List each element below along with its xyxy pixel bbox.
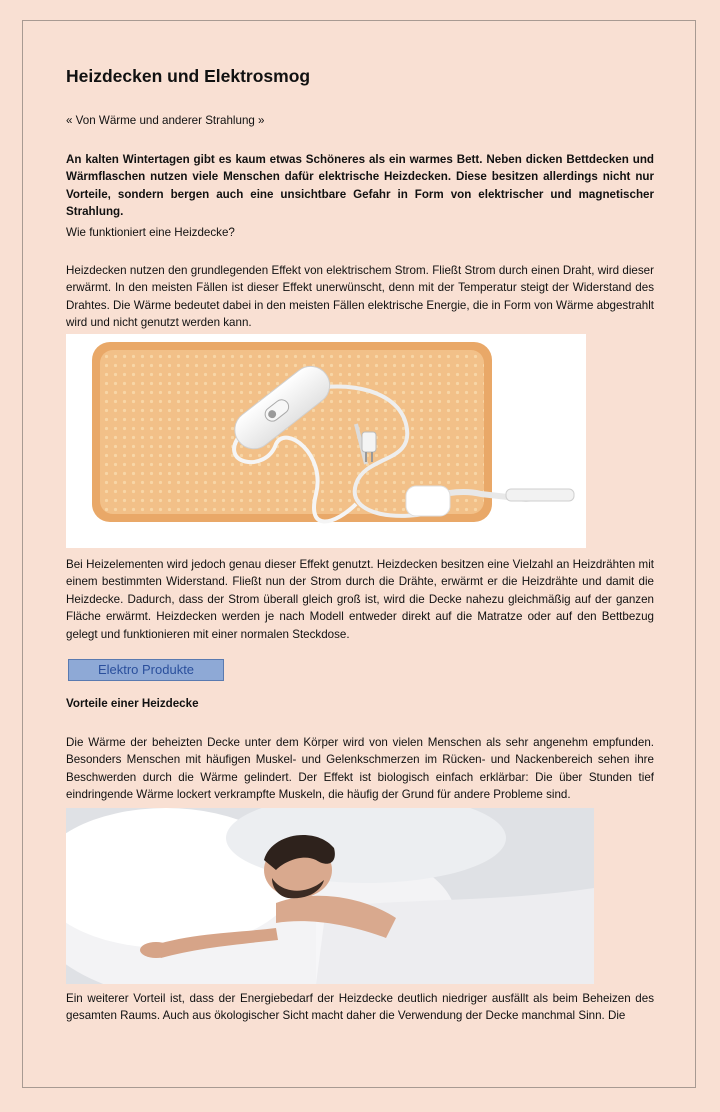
sleeping-man-image: [66, 808, 594, 984]
paragraph-energy: Ein weiterer Vorteil ist, dass der Energiebedarf der Heizdecke deutlich niedriger ausfällt als beim Beheizen des gesamten Raums. Auch aus ökologischer Sicht macht daher die Verwendung der Decke manchmal Sinn. Die: [66, 992, 654, 1023]
section-heading: Vorteile einer Heizdecke: [66, 697, 199, 710]
sleeping-man-illustration: [66, 808, 594, 984]
paragraph-advantages: Die Wärme der beheizten Decke unter dem Körper wird von vielen Menschen als sehr angenehm empfunden. Besonders Menschen mit häufigen Muskel- und Gelenkschmerzen im Rücken- und Nackenbereich sehen ihre Beschwerden durch die Wärme gelindert. Der Effekt ist biologisch einfach erklärbar: Die über Stunden tief eindringende Wärme lockert verkrampfte Muskeln, die häufig der Grund für andere Probleme sind.: [66, 736, 654, 802]
paragraph-how-it-works: Heizdecken nutzen den grundlegenden Effekt von elektrischem Strom. Fließt Strom durch einen Draht, wird dieser erwärmt. In den meisten Fällen ist dieser Effekt unerwünscht, denn mit der Temperatur steigt der Widerstand des Drahtes. Die Wärme bedeutet dabei in den meisten Fällen elektrische Energie, die in Form von Wärme abgestrahlt wird und nicht genutzt werden kann.: [66, 264, 654, 330]
subtitle: « Von Wärme und anderer Strahlung »: [66, 114, 265, 127]
heating-pad-illustration: [66, 334, 586, 548]
section-question: Wie funktioniert eine Heizdecke?: [66, 226, 235, 239]
elektro-produkte-button[interactable]: Elektro Produkte: [68, 659, 224, 681]
paragraph-heating-elements: Bei Heizelementen wird jedoch genau dieser Effekt genutzt. Heizdecken besitzen eine Vielzahl an Heizdrähten mit einem bestimmten Widerstand. Fließt nun der Strom durch die Drähte, erwärmt er die Heizdrähte und damit die Heizdecke. Dadurch, dass der Strom überall gleich groß ist, wird die Decke nahezu gleichmäßig auf der ganzen Fläche erwärmt. Heizdecken werden je nach Modell entweder direkt auf die Matratze oder auf den Bettbezug gelegt und funktionieren mit einer normalen Steckdose.: [66, 558, 654, 641]
heating-pad-image: [66, 334, 586, 548]
intro-paragraph: An kalten Wintertagen gibt es kaum etwas Schöneres als ein warmes Bett. Neben dicken Bettdecken und Wärmflaschen nutzen viele Menschen dafür elektrische Heizdecken. Diese besitzen allerdings nicht nur Vorteile, sondern bergen auch eine unsichtbare Gefahr in Form von elektrischer und magnetischer Strahlung.: [66, 153, 654, 219]
page-title: Heizdecken und Elektrosmog: [66, 66, 311, 86]
